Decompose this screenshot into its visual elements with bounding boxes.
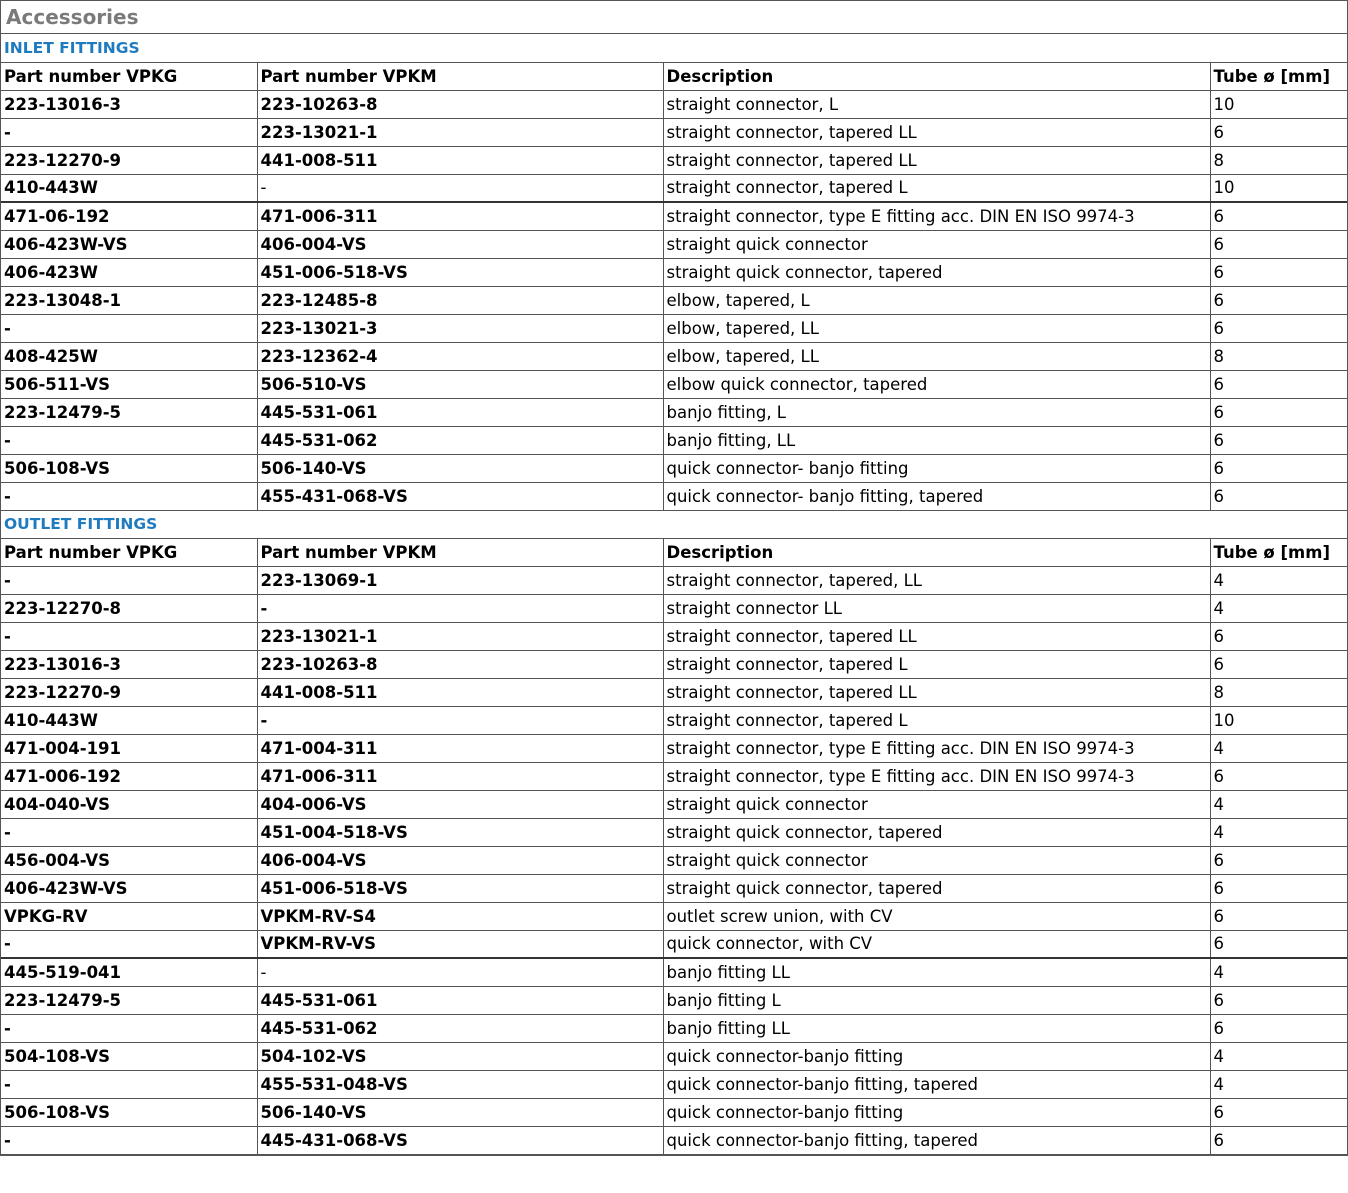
- cell-description: straight connector LL: [663, 594, 1210, 622]
- cell-part-vpkm: 223-12485-8: [257, 286, 663, 314]
- cell-part-vpkg: VPKG-RV: [1, 902, 257, 930]
- cell-part-vpkg: -: [1, 622, 257, 650]
- cell-description: quick connector-banjo fitting: [663, 1098, 1210, 1126]
- table-row: [1, 454, 1347, 482]
- table-row: [1, 146, 1347, 174]
- column-header: Description: [663, 538, 1210, 566]
- table-row: [1, 342, 1347, 370]
- table-row: [1, 118, 1347, 146]
- cell-part-vpkm: 223-13069-1: [257, 566, 663, 594]
- cell-tube-diameter: 4: [1210, 958, 1347, 986]
- cell-part-vpkg: -: [1, 118, 257, 146]
- table-row: [1, 1070, 1347, 1098]
- cell-part-vpkg: 406-423W-VS: [1, 874, 257, 902]
- column-header-row: [1, 62, 1347, 90]
- table-row: [1, 790, 1347, 818]
- cell-part-vpkg: 408-425W: [1, 342, 257, 370]
- cell-part-vpkm: 441-008-511: [257, 678, 663, 706]
- cell-part-vpkg: -: [1, 566, 257, 594]
- cell-part-vpkg: 504-108-VS: [1, 1042, 257, 1070]
- cell-part-vpkm: 406-004-VS: [257, 846, 663, 874]
- column-header: Part number VPKG: [1, 538, 257, 566]
- table-row: [1, 398, 1347, 426]
- column-header: Part number VPKM: [257, 538, 663, 566]
- cell-tube-diameter: 6: [1210, 762, 1347, 790]
- section-header: [1, 34, 1347, 62]
- table-row: [1, 174, 1347, 202]
- table-row: [1, 1098, 1347, 1126]
- table-row: [1, 678, 1347, 706]
- cell-part-vpkm: 471-006-311: [257, 202, 663, 230]
- table-row: [1, 902, 1347, 930]
- cell-tube-diameter: 6: [1210, 398, 1347, 426]
- cell-part-vpkm: 223-10263-8: [257, 650, 663, 678]
- cell-tube-diameter: 4: [1210, 1042, 1347, 1070]
- cell-part-vpkm: 445-531-062: [257, 1014, 663, 1042]
- cell-tube-diameter: 4: [1210, 734, 1347, 762]
- cell-description: banjo fitting, L: [663, 398, 1210, 426]
- table-row: [1, 230, 1347, 258]
- cell-description: straight connector, tapered L: [663, 706, 1210, 734]
- cell-part-vpkm: 223-13021-1: [257, 622, 663, 650]
- cell-part-vpkg: 471-004-191: [1, 734, 257, 762]
- column-header: Tube ø [mm]: [1210, 538, 1347, 566]
- cell-part-vpkm: 223-13021-3: [257, 314, 663, 342]
- cell-description: straight connector, type E fitting acc. DIN EN ISO 9974-3: [663, 762, 1210, 790]
- cell-tube-diameter: 6: [1210, 286, 1347, 314]
- cell-tube-diameter: 6: [1210, 258, 1347, 286]
- cell-description: straight connector, type E fitting acc. DIN EN ISO 9974-3: [663, 202, 1210, 230]
- section-title: INLET FITTINGS: [1, 34, 1347, 62]
- cell-description: quick connector-banjo fitting, tapered: [663, 1070, 1210, 1098]
- cell-description: banjo fitting, LL: [663, 426, 1210, 454]
- column-header: Tube ø [mm]: [1210, 62, 1347, 90]
- table-row: [1, 930, 1347, 958]
- cell-part-vpkg: -: [1, 818, 257, 846]
- cell-part-vpkg: -: [1, 1126, 257, 1154]
- cell-part-vpkm: 506-510-VS: [257, 370, 663, 398]
- table-row: [1, 762, 1347, 790]
- table-row: [1, 958, 1347, 986]
- cell-tube-diameter: 6: [1210, 314, 1347, 342]
- cell-part-vpkg: 506-108-VS: [1, 454, 257, 482]
- cell-part-vpkm: 223-10263-8: [257, 90, 663, 118]
- table-row: [1, 1014, 1347, 1042]
- table-row: [1, 482, 1347, 510]
- cell-part-vpkm: -: [257, 958, 663, 986]
- section-title: OUTLET FITTINGS: [1, 510, 1347, 538]
- cell-part-vpkm: 223-12362-4: [257, 342, 663, 370]
- section-header: [1, 510, 1347, 538]
- cell-part-vpkm: VPKM-RV-S4: [257, 902, 663, 930]
- cell-part-vpkg: 223-13048-1: [1, 286, 257, 314]
- table-row: [1, 846, 1347, 874]
- cell-description: quick connector-banjo fitting, tapered: [663, 1126, 1210, 1154]
- cell-part-vpkm: 445-531-061: [257, 398, 663, 426]
- cell-part-vpkg: -: [1, 930, 257, 958]
- cell-tube-diameter: 6: [1210, 1126, 1347, 1154]
- cell-tube-diameter: 4: [1210, 790, 1347, 818]
- table-row: [1, 986, 1347, 1014]
- table-row: [1, 566, 1347, 594]
- cell-tube-diameter: 6: [1210, 1098, 1347, 1126]
- table-row: [1, 286, 1347, 314]
- cell-part-vpkm: 506-140-VS: [257, 1098, 663, 1126]
- cell-description: straight quick connector, tapered: [663, 818, 1210, 846]
- cell-tube-diameter: 10: [1210, 174, 1347, 202]
- cell-part-vpkm: 451-006-518-VS: [257, 258, 663, 286]
- column-header: Description: [663, 62, 1210, 90]
- cell-description: straight connector, tapered LL: [663, 146, 1210, 174]
- cell-description: straight connector, tapered LL: [663, 678, 1210, 706]
- table-row: [1, 818, 1347, 846]
- cell-tube-diameter: 6: [1210, 622, 1347, 650]
- cell-description: quick connector, with CV: [663, 930, 1210, 958]
- cell-part-vpkm: VPKM-RV-VS: [257, 930, 663, 958]
- cell-description: straight connector, type E fitting acc. DIN EN ISO 9974-3: [663, 734, 1210, 762]
- cell-description: elbow quick connector, tapered: [663, 370, 1210, 398]
- cell-part-vpkg: 410-443W: [1, 706, 257, 734]
- cell-part-vpkm: 455-531-048-VS: [257, 1070, 663, 1098]
- cell-description: quick connector-banjo fitting: [663, 1042, 1210, 1070]
- cell-part-vpkg: 471-06-192: [1, 202, 257, 230]
- cell-tube-diameter: 6: [1210, 482, 1347, 510]
- cell-description: straight quick connector, tapered: [663, 258, 1210, 286]
- cell-tube-diameter: 4: [1210, 818, 1347, 846]
- table-row: [1, 650, 1347, 678]
- cell-tube-diameter: 4: [1210, 566, 1347, 594]
- table-row: [1, 706, 1347, 734]
- cell-description: straight quick connector: [663, 230, 1210, 258]
- cell-tube-diameter: 6: [1210, 370, 1347, 398]
- cell-tube-diameter: 8: [1210, 678, 1347, 706]
- table-row: [1, 370, 1347, 398]
- table-row: [1, 734, 1347, 762]
- cell-tube-diameter: 6: [1210, 846, 1347, 874]
- cell-part-vpkg: 223-13016-3: [1, 650, 257, 678]
- cell-tube-diameter: 6: [1210, 454, 1347, 482]
- cell-description: straight connector, tapered, LL: [663, 566, 1210, 594]
- cell-description: quick connector- banjo fitting: [663, 454, 1210, 482]
- cell-part-vpkg: 404-040-VS: [1, 790, 257, 818]
- cell-part-vpkg: 406-423W: [1, 258, 257, 286]
- cell-part-vpkm: 445-531-062: [257, 426, 663, 454]
- cell-part-vpkm: -: [257, 706, 663, 734]
- cell-part-vpkm: 406-004-VS: [257, 230, 663, 258]
- cell-description: straight connector, L: [663, 90, 1210, 118]
- table-row: [1, 90, 1347, 118]
- cell-part-vpkm: 441-008-511: [257, 146, 663, 174]
- cell-tube-diameter: 6: [1210, 230, 1347, 258]
- cell-part-vpkg: 445-519-041: [1, 958, 257, 986]
- table-row: [1, 1042, 1347, 1070]
- cell-part-vpkg: 456-004-VS: [1, 846, 257, 874]
- cell-part-vpkg: 223-12270-9: [1, 678, 257, 706]
- cell-part-vpkm: 455-431-068-VS: [257, 482, 663, 510]
- cell-tube-diameter: 10: [1210, 90, 1347, 118]
- cell-part-vpkg: -: [1, 482, 257, 510]
- cell-description: straight connector, tapered LL: [663, 118, 1210, 146]
- cell-tube-diameter: 6: [1210, 874, 1347, 902]
- table-row: [1, 874, 1347, 902]
- cell-part-vpkg: -: [1, 1014, 257, 1042]
- cell-part-vpkm: 445-431-068-VS: [257, 1126, 663, 1154]
- cell-tube-diameter: 8: [1210, 146, 1347, 174]
- cell-tube-diameter: 4: [1210, 1070, 1347, 1098]
- cell-description: straight quick connector: [663, 846, 1210, 874]
- column-header-row: [1, 538, 1347, 566]
- cell-part-vpkg: 223-13016-3: [1, 90, 257, 118]
- column-header: Part number VPKG: [1, 62, 257, 90]
- sheet-title: Accessories: [1, 1, 1347, 34]
- cell-part-vpkm: 471-006-311: [257, 762, 663, 790]
- cell-tube-diameter: 6: [1210, 426, 1347, 454]
- cell-tube-diameter: 6: [1210, 202, 1347, 230]
- cell-part-vpkg: -: [1, 1070, 257, 1098]
- cell-description: straight quick connector: [663, 790, 1210, 818]
- cell-description: banjo fitting LL: [663, 1014, 1210, 1042]
- cell-description: elbow, tapered, LL: [663, 314, 1210, 342]
- cell-part-vpkg: -: [1, 426, 257, 454]
- cell-part-vpkm: 445-531-061: [257, 986, 663, 1014]
- cell-tube-diameter: 6: [1210, 1014, 1347, 1042]
- cell-tube-diameter: 8: [1210, 342, 1347, 370]
- cell-tube-diameter: 6: [1210, 650, 1347, 678]
- cell-part-vpkg: 410-443W: [1, 174, 257, 202]
- cell-part-vpkm: 504-102-VS: [257, 1042, 663, 1070]
- cell-part-vpkg: 223-12270-9: [1, 146, 257, 174]
- cell-description: elbow, tapered, L: [663, 286, 1210, 314]
- column-header: Part number VPKM: [257, 62, 663, 90]
- cell-description: straight quick connector, tapered: [663, 874, 1210, 902]
- table-row: [1, 622, 1347, 650]
- table-row: [1, 314, 1347, 342]
- cell-tube-diameter: 10: [1210, 706, 1347, 734]
- cell-description: quick connector- banjo fitting, tapered: [663, 482, 1210, 510]
- cell-part-vpkm: 451-004-518-VS: [257, 818, 663, 846]
- cell-part-vpkg: 406-423W-VS: [1, 230, 257, 258]
- cell-description: straight connector, tapered L: [663, 174, 1210, 202]
- table-row: [1, 594, 1347, 622]
- cell-part-vpkm: -: [257, 174, 663, 202]
- cell-part-vpkm: 404-006-VS: [257, 790, 663, 818]
- cell-description: straight connector, tapered LL: [663, 622, 1210, 650]
- table-row: [1, 426, 1347, 454]
- cell-part-vpkm: 506-140-VS: [257, 454, 663, 482]
- cell-part-vpkg: 506-511-VS: [1, 370, 257, 398]
- cell-description: elbow, tapered, LL: [663, 342, 1210, 370]
- accessories-table: [1, 34, 1347, 1155]
- cell-description: banjo fitting LL: [663, 958, 1210, 986]
- cell-description: banjo fitting L: [663, 986, 1210, 1014]
- cell-part-vpkg: 506-108-VS: [1, 1098, 257, 1126]
- cell-part-vpkg: -: [1, 314, 257, 342]
- cell-part-vpkm: 471-004-311: [257, 734, 663, 762]
- table-row: [1, 202, 1347, 230]
- table-row: [1, 1126, 1347, 1154]
- cell-tube-diameter: 6: [1210, 118, 1347, 146]
- cell-description: straight connector, tapered L: [663, 650, 1210, 678]
- cell-tube-diameter: 6: [1210, 902, 1347, 930]
- cell-part-vpkg: 223-12479-5: [1, 986, 257, 1014]
- cell-part-vpkg: 223-12479-5: [1, 398, 257, 426]
- cell-part-vpkg: 223-12270-8: [1, 594, 257, 622]
- table-row: [1, 258, 1347, 286]
- cell-tube-diameter: 6: [1210, 986, 1347, 1014]
- cell-part-vpkg: 471-006-192: [1, 762, 257, 790]
- cell-tube-diameter: 6: [1210, 930, 1347, 958]
- cell-part-vpkm: 451-006-518-VS: [257, 874, 663, 902]
- cell-part-vpkm: 223-13021-1: [257, 118, 663, 146]
- cell-part-vpkm: -: [257, 594, 663, 622]
- cell-description: outlet screw union, with CV: [663, 902, 1210, 930]
- cell-tube-diameter: 4: [1210, 594, 1347, 622]
